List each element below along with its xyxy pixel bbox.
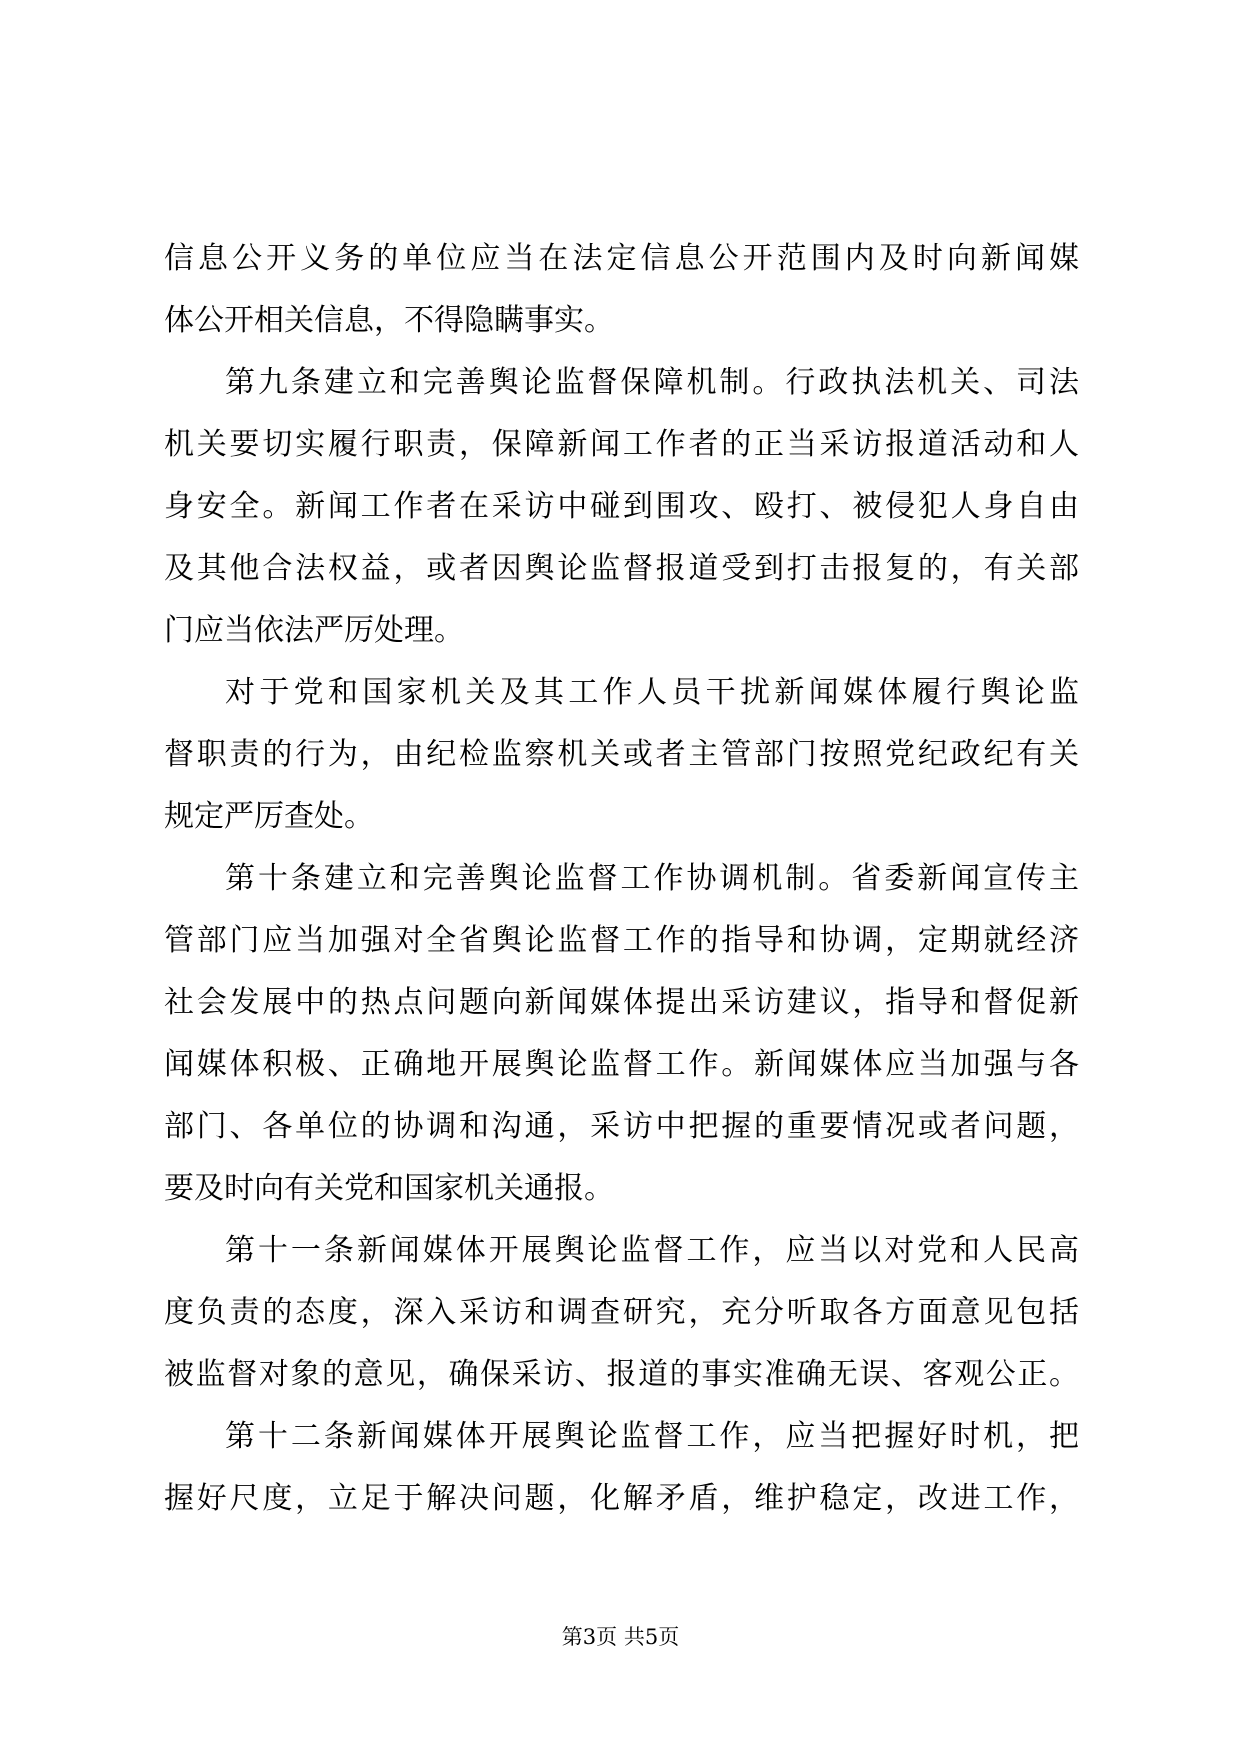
paragraph-line: 门应当依法严厉处理。: [164, 613, 464, 648]
paragraph-line: 要及时向有关党和国家机关通报。: [164, 1171, 614, 1206]
paragraph-line: 对于党和国家机关及其工作人员干扰新闻媒体履行舆论监: [225, 675, 1079, 710]
paragraph-line: 握好尺度，立足于解决问题，化解矛盾，维护稳定，改进工作，: [164, 1481, 1079, 1516]
paragraph-line: 体公开相关信息，不得隐瞒事实。: [164, 303, 614, 338]
paragraph-line: 度负责的态度，深入采访和调查研究，充分听取各方面意见包括: [164, 1295, 1079, 1330]
paragraph-line: 管部门应当加强对全省舆论监督工作的指导和协调，定期就经济: [164, 923, 1079, 958]
paragraph-line: 第十二条新闻媒体开展舆论监督工作，应当把握好时机，把: [225, 1419, 1079, 1454]
page-number-footer: 第3页 共5页: [561, 1625, 680, 1649]
paragraph-line: 第九条建立和完善舆论监督保障机制。行政执法机关、司法: [225, 365, 1079, 400]
paragraph-line: 社会发展中的热点问题向新闻媒体提出采访建议，指导和督促新: [164, 985, 1079, 1020]
paragraph-line: 规定严厉查处。: [164, 799, 374, 834]
paragraph-line: 部门、各单位的协调和沟通，采访中把握的重要情况或者问题，: [164, 1109, 1079, 1144]
paragraph-line: 被监督对象的意见，确保采访、报道的事实准确无误、客观公正。: [164, 1357, 1079, 1392]
paragraph-line: 督职责的行为，由纪检监察机关或者主管部门按照党纪政纪有关: [164, 737, 1079, 772]
paragraph-line: 闻媒体积极、正确地开展舆论监督工作。新闻媒体应当加强与各: [164, 1047, 1079, 1082]
document-body: [164, 228, 1079, 1530]
paragraph-line: 及其他合法权益，或者因舆论监督报道受到打击报复的，有关部: [164, 551, 1079, 586]
paragraph-line: 机关要切实履行职责，保障新闻工作者的正当采访报道活动和人: [164, 427, 1079, 462]
paragraph-line: 第十一条新闻媒体开展舆论监督工作，应当以对党和人民高: [225, 1233, 1079, 1268]
paragraph-line: 信息公开义务的单位应当在法定信息公开范围内及时向新闻媒: [164, 241, 1079, 276]
paragraph-line: 第十条建立和完善舆论监督工作协调机制。省委新闻宣传主: [225, 861, 1079, 896]
paragraph-line: 身安全。新闻工作者在采访中碰到围攻、殴打、被侵犯人身自由: [164, 489, 1079, 524]
